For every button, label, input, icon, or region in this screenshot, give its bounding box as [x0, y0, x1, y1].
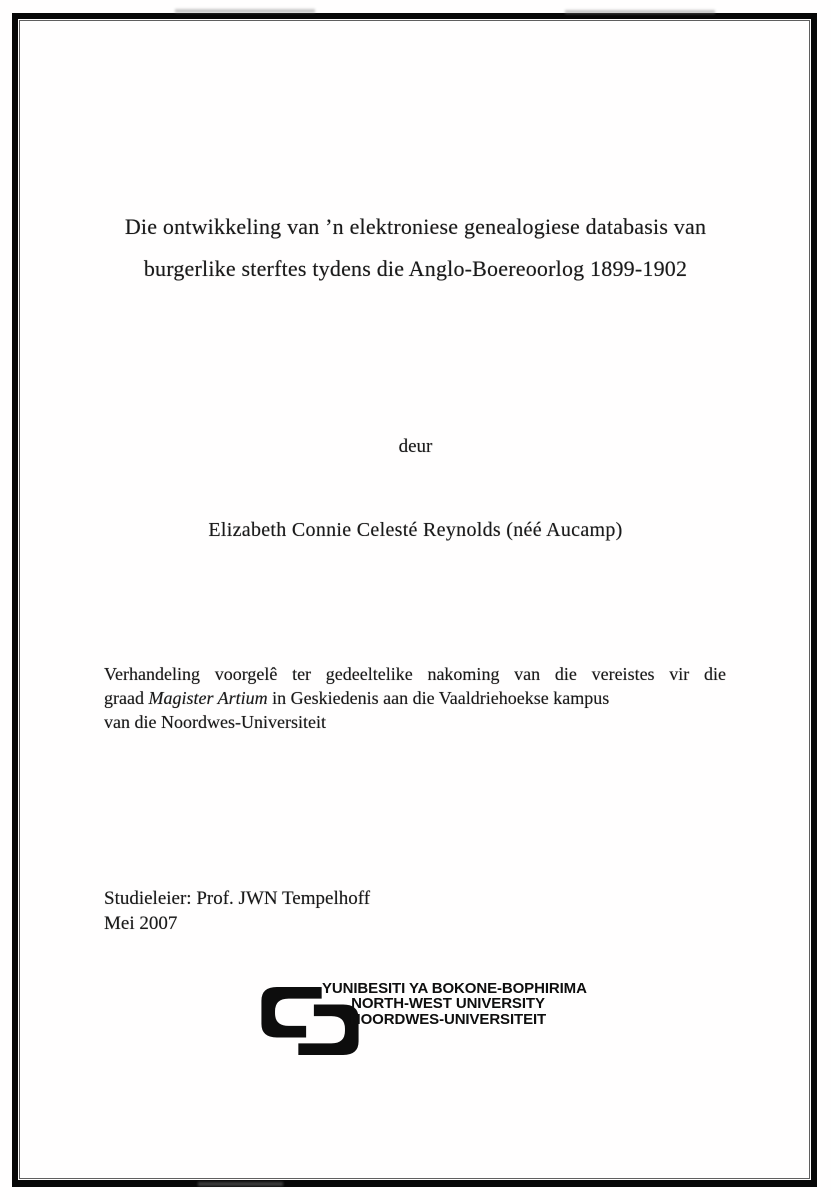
logo-text-line1: YUNIBESITI YA BOKONE-BOPHIRIMA: [322, 980, 587, 997]
thesis-title: [52, 206, 779, 290]
supervisor-name: Studieleier: Prof. JWN Tempelhoff: [104, 888, 371, 909]
logo-text-line3: NOORDWES-UNIVERSITEIT: [349, 1010, 547, 1028]
logo-text-line2: NORTH-WEST UNIVERSITY: [351, 995, 545, 1013]
submission-date: Mei 2007: [104, 913, 178, 934]
submission-statement: [104, 662, 726, 734]
supervisor-block: [104, 886, 370, 936]
degree-name: Magister Artium: [148, 688, 268, 708]
submission-line1: Verhandeling voorgelê ter gedeeltelike nakoming van die vereistes vir die: [104, 664, 726, 684]
university-logo-text: [322, 980, 587, 1028]
scan-artifact: [175, 9, 315, 13]
submission-line2: [104, 686, 726, 710]
submission-line2-suffix: in Geskiedenis aan die Vaaldriehoekse kampus: [267, 688, 610, 708]
scan-artifact: [565, 10, 715, 14]
submission-line2-prefix: graad: [104, 688, 149, 708]
thesis-title-line2: burgerlike sterftes tydens die Anglo-Boereoorlog 1899-1902: [143, 256, 688, 281]
author-name: Elizabeth Connie Celesté Reynolds (néé Aucamp): [208, 519, 623, 541]
scan-artifact: [198, 1182, 283, 1186]
thesis-title-line1: Die ontwikkeling van ’n elektroniese genealogiese databasis van: [124, 214, 707, 239]
submission-line3: van die Noordwes-Universiteit: [104, 712, 326, 732]
byline-label: deur: [398, 436, 433, 457]
